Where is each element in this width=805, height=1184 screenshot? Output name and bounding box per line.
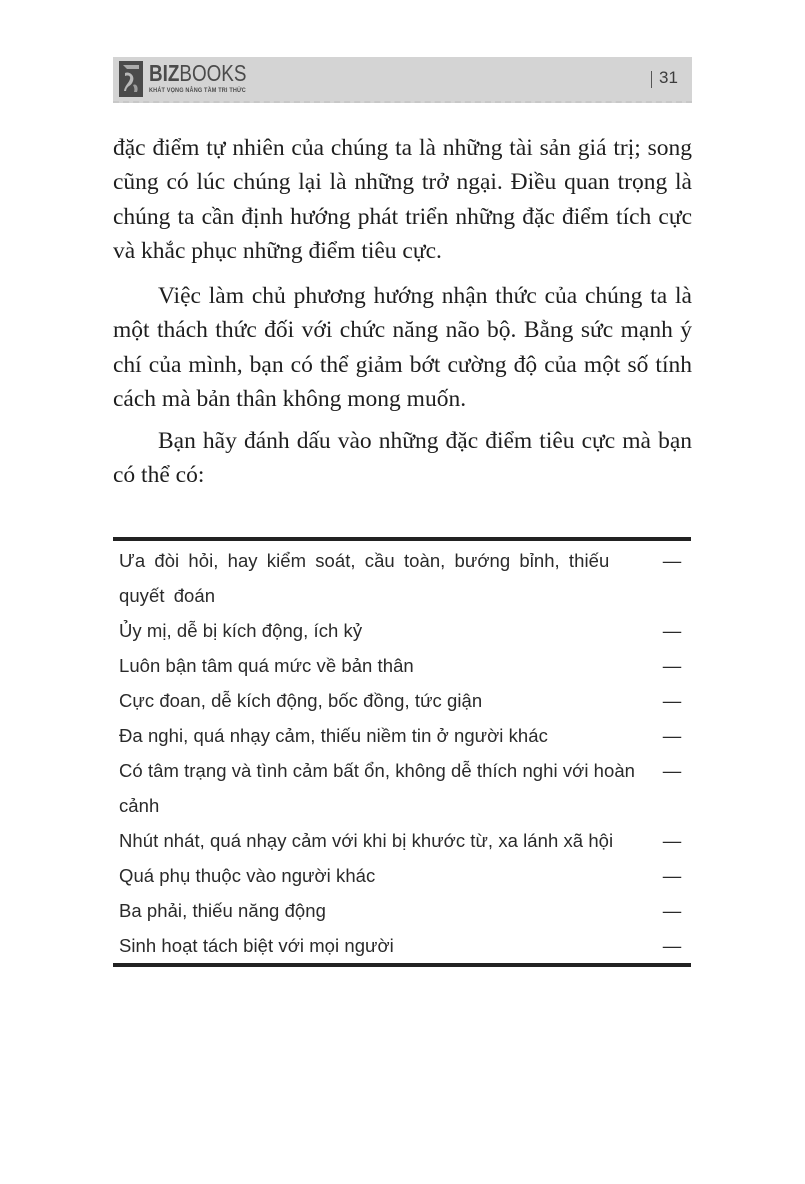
checklist-row xyxy=(113,893,691,928)
page-number-divider xyxy=(651,71,652,88)
negative-traits-checklist xyxy=(113,537,691,967)
checklist-row xyxy=(113,541,691,613)
checklist-item-text: Có tâm trạng và tình cảm bất ổn, không dễ thích nghi với hoàn cảnh xyxy=(119,760,636,816)
checklist-row xyxy=(113,823,691,858)
checklist-row xyxy=(113,718,691,753)
checkbox-blank[interactable]: — xyxy=(662,830,682,851)
checklist-item-text: Nhút nhát, quá nhạy cảm với khi bị khước từ, xa lánh xã hội xyxy=(119,830,614,851)
checkbox-blank[interactable]: — xyxy=(662,655,682,676)
checklist-item-text: Ủy mị, dễ bị kích động, ích kỷ xyxy=(119,620,363,641)
paragraph-2: Việc làm chủ phương hướng nhận thức của chúng ta là một thách thức đối với chức năng não bộ. Bằng sức mạnh ý chí của mình, bạn có thể giảm bớt cường độ của một số tính cách mà bản thân không mong muốn. xyxy=(113,283,692,412)
checklist-row xyxy=(113,648,691,683)
checklist-item-text: Ba phải, thiếu năng động xyxy=(119,900,326,921)
checklist-item-text: Quá phụ thuộc vào người khác xyxy=(119,865,376,886)
checkbox-blank[interactable]: — xyxy=(662,865,682,886)
checklist-item-text: Luôn bận tâm quá mức về bản thân xyxy=(119,655,414,676)
checkbox-blank[interactable]: — xyxy=(662,550,682,571)
page-number: 31 xyxy=(659,68,678,87)
checkbox-blank[interactable]: — xyxy=(662,900,682,921)
checkbox-blank[interactable]: — xyxy=(662,760,682,781)
brand-bold: BIZ xyxy=(149,60,180,86)
page-header xyxy=(113,57,692,103)
checkbox-blank[interactable]: — xyxy=(662,725,682,746)
checkbox-blank[interactable]: — xyxy=(662,690,682,711)
paragraph-3: Bạn hãy đánh dấu vào những đặc điểm tiêu cực mà bạn có thể có: xyxy=(113,428,692,489)
checklist-row xyxy=(113,928,691,963)
checklist-item-text: Cực đoan, dễ kích động, bốc đồng, tức giận xyxy=(119,690,483,711)
checklist-item-text: Đa nghi, quá nhạy cảm, thiếu niềm tin ở người khác xyxy=(119,725,548,746)
checklist-row xyxy=(113,683,691,718)
bizbooks-logo-icon xyxy=(119,61,143,97)
checkbox-blank[interactable]: — xyxy=(662,935,682,956)
checklist-item-text: Sinh hoạt tách biệt với mọi người xyxy=(119,935,394,956)
brand-tagline: KHÁT VỌNG NÂNG TẦM TRI THỨC xyxy=(149,87,246,94)
checklist-item-text: Ưa đòi hỏi, hay kiểm soát, cầu toàn, bướng bỉnh, thiếu quyết đoán xyxy=(119,550,610,606)
brand-name xyxy=(149,60,246,86)
brand-light: BOOKS xyxy=(179,60,247,86)
checkbox-blank[interactable]: — xyxy=(662,620,682,641)
checklist-row xyxy=(113,858,691,893)
paragraph-1: đặc điểm tự nhiên của chúng ta là những tài sản giá trị; song cũng có lúc chúng lại là những trở ngại. Điều quan trọng là chúng ta cần định hướng phát triển những đặc điểm tích cực và khắc phục những điểm tiêu cực. xyxy=(113,135,692,264)
checklist-row xyxy=(113,753,691,823)
checklist-row xyxy=(113,613,691,648)
